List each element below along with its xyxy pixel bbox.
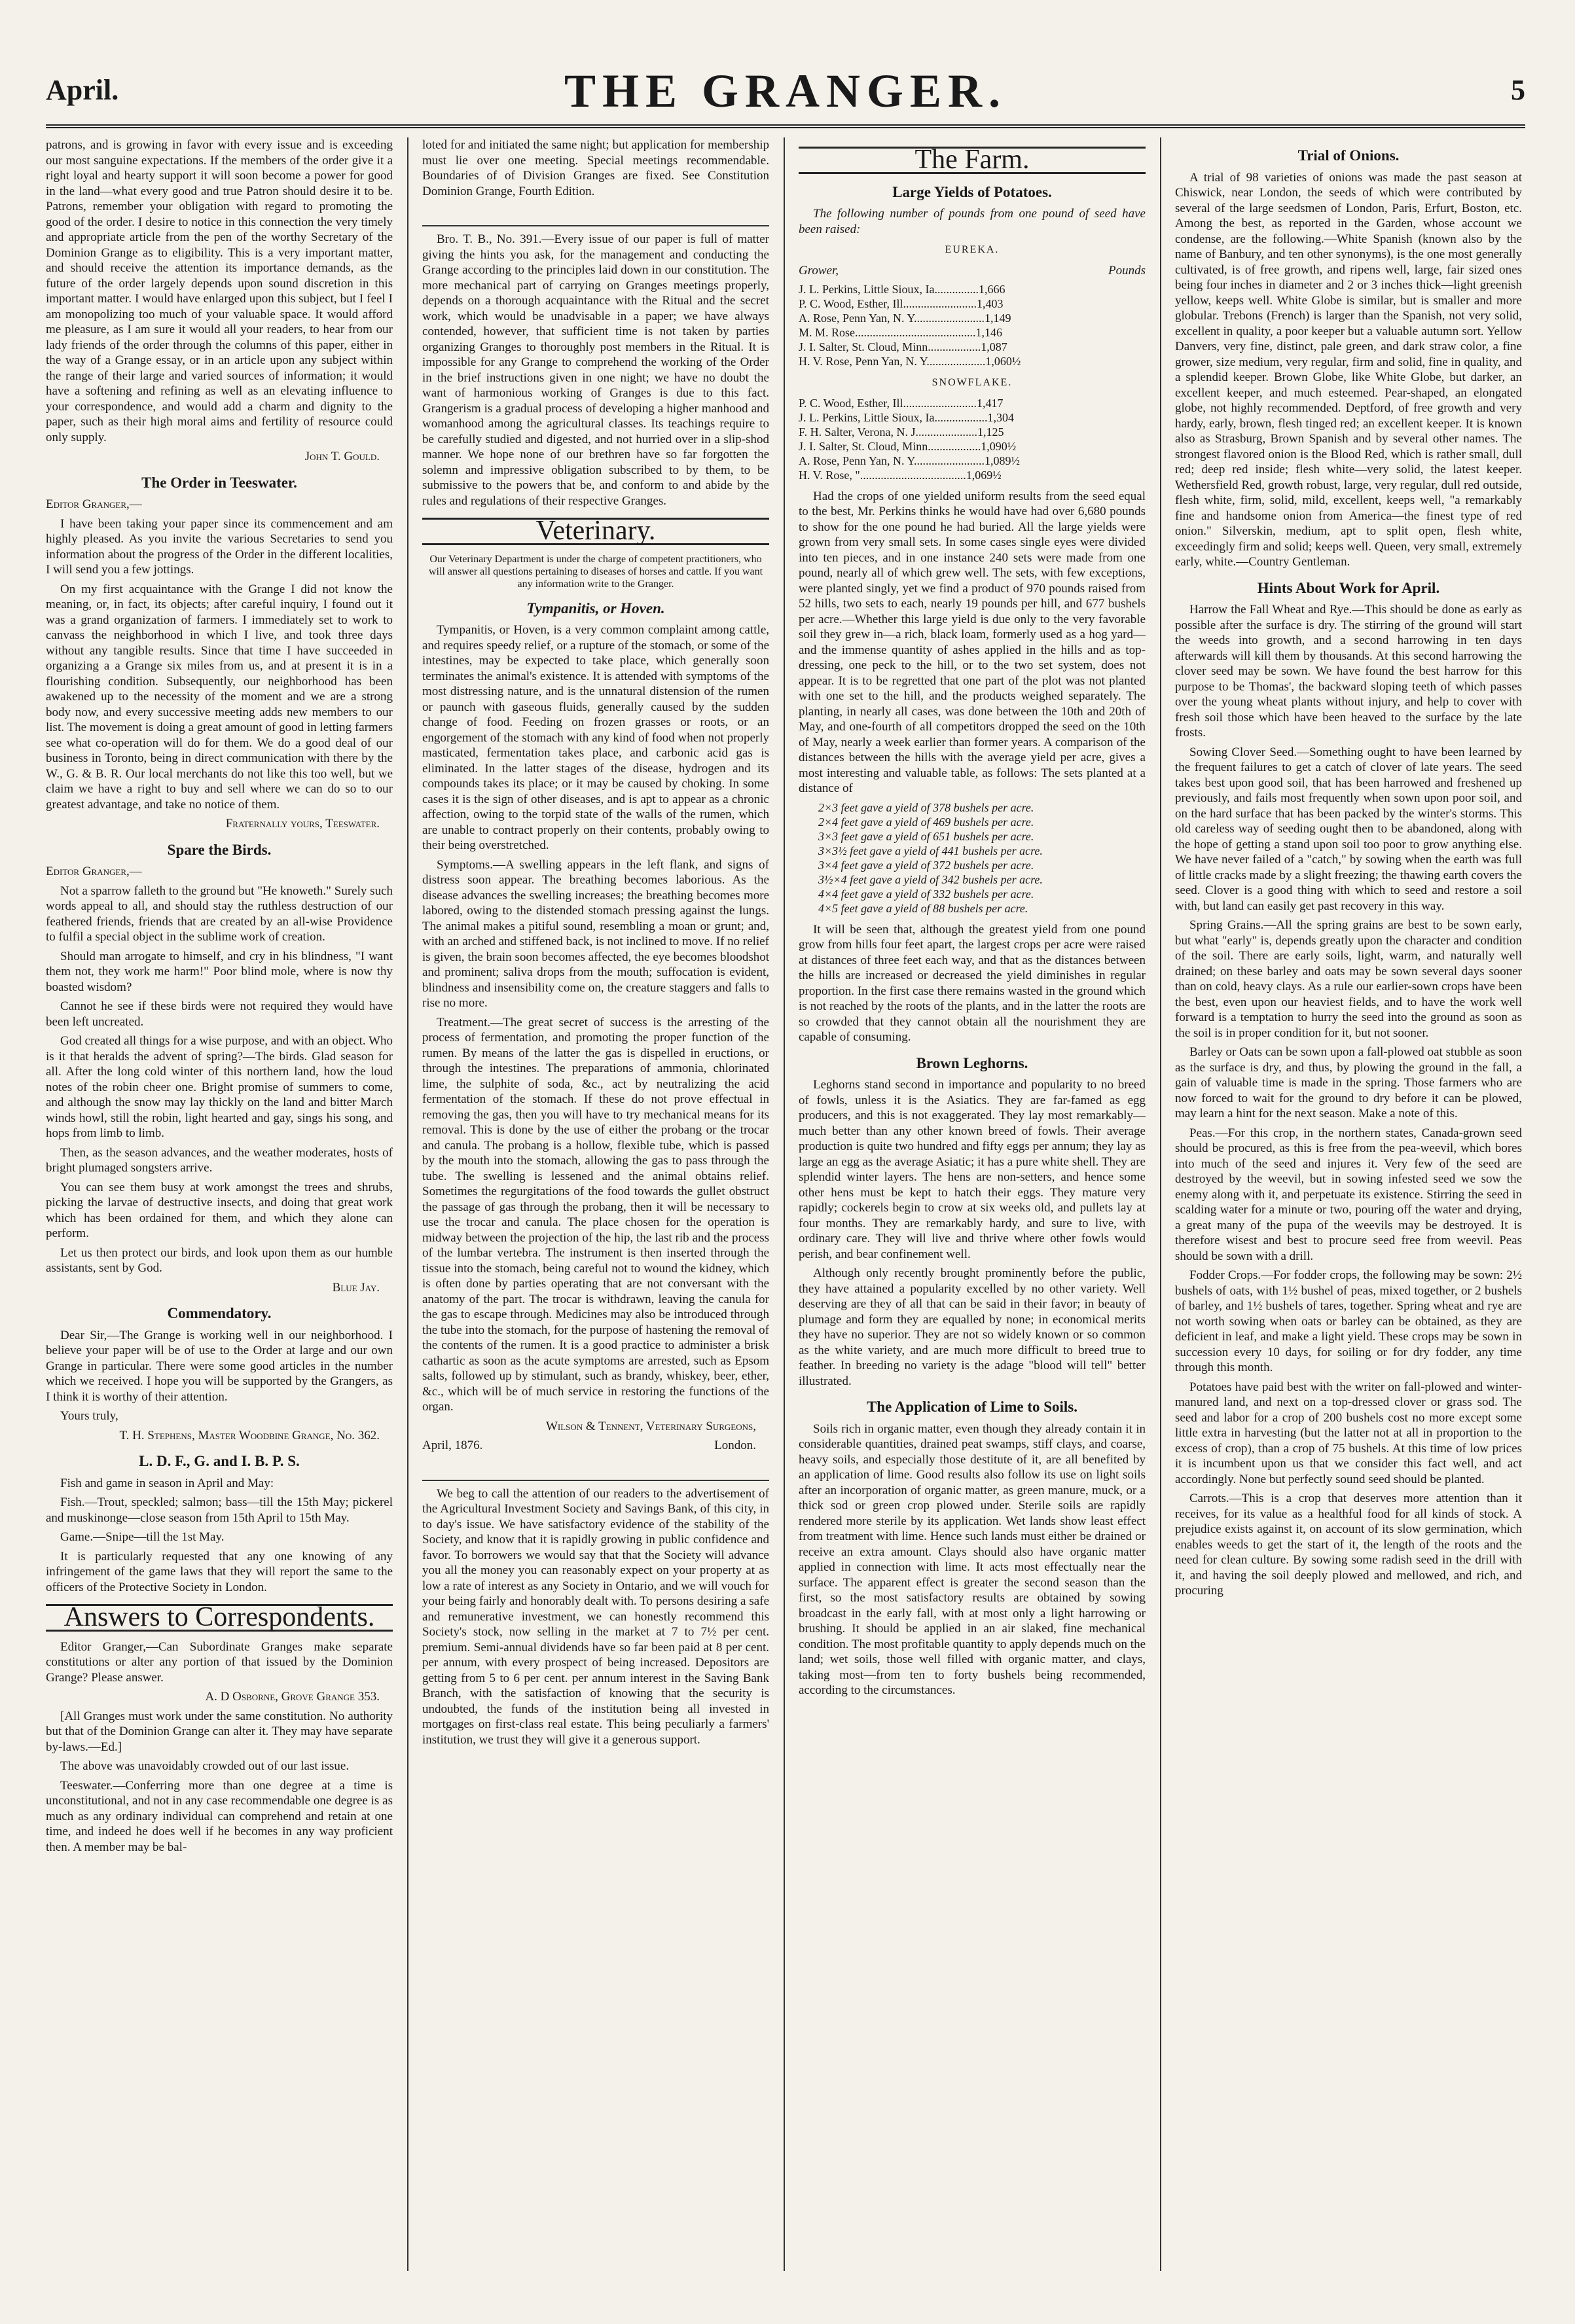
column-4 xyxy=(1175,137,1522,2271)
article-text: Yours truly, xyxy=(60,1409,118,1423)
table-label: EUREKA. xyxy=(945,244,1000,255)
list-item: 3×4 feet gave a yield of 372 bushels per acre. xyxy=(818,858,1034,872)
article-text: Barley or Oats can be sown upon a fall-plowed oat stubble as soon as the surface is dry, and thus, by plowing the ground in the fall, a gain of valuable time is made in the spring. Those farmers who are now forced to wait for the ground to dry before it can be plowed, may learn a hint for the next season. Make a note of this. xyxy=(1175,1045,1522,1120)
salutation: Editor Granger,— xyxy=(46,497,142,511)
list-item: J. L. Perkins, Little Sioux, Ia...............1,666 xyxy=(799,283,1005,296)
signature: John T. Gould. xyxy=(304,450,380,463)
article-heading: Hints About Work for April. xyxy=(1257,579,1440,596)
grower-header: Grower, xyxy=(799,263,839,277)
list-item: 2×4 feet gave a yield of 469 bushels per acre. xyxy=(818,815,1034,829)
table-label: SNOWFLAKE. xyxy=(932,377,1013,388)
signature: A. D Osborne, Grove Grange 353. xyxy=(205,1690,380,1704)
column-3 xyxy=(799,137,1146,2271)
column-1 xyxy=(46,137,393,2271)
article-text: Carrots.—This is a crop that deserves more attention than it receives, for its value as a healthful food for all kinds of stock. A prejudice exists against it, on account of its slow germination, which enables weeds to get the start of it, the length of the roots and the need for clean culture. By sowing some radish seed in the drill with it, and having the soil deeply plowed and mellowed, and rich, and procuring xyxy=(1175,1492,1522,1598)
article-heading: The Application of Lime to Soils. xyxy=(866,1399,1078,1415)
article-text: Soils rich in organic matter, even though they already contain it in considerable quantities, drained peat swamps, stiff clays, and coarse, heavy soils, and especially those destitute of it, are all benefited by an application of lime. Good results also follow its use on light soils after an incorporation of organic matter, as green manure, muck, or a thick sod or green crop plowed under. Sterile soils are rapidly rendered more sterile by its application. Wet lands show least effect from treatment with lime. Hence such lands must either be drained or receive an extra amount. Clays should also have organic matter applied in connection with lime. It acts most effectually near the surface. The apparent effect is greater the second season than the first, so the most satisfactory results are obtained by sowing broadcast in the early fall, with at most only a light harrowing or brushing. It should be applied in an air slaked, fine mechanical condition. The most profitable quantity to apply depends much on the land; wet soils, those well filled with organic matter, and clays, taking most—from ten to forty bushels being recommended, according to the circumstances. xyxy=(799,1421,1146,1697)
list-item: A. Rose, Penn Yan, N. Y........................1,149 xyxy=(799,312,1011,325)
article-heading: Spare the Birds. xyxy=(167,841,272,858)
article-text: patrons, and is growing in favor with every issue and is exceeding our most sanguine expectations. If the members of the order give it a right loyal and hearty support it will soon become a power for good in the land—what every good and true Patron should desire it to be. Patrons, remember your obligation with regard to promoting the good of the order. I desire to notice in this connection the very timely and appropriate article from the pen of the worthy Secretary of the Dominion Grange as to eligibility. This is a very important matter, and should receive the attention its importance demands, as the future of the order largely depends upon sound discretion in this important matter. I would have enlarged upon this subject, but I feel I am monopolizing too much of your valuable space. It would afford me pleasure, as I am sure it would all your readers, to hear from our lady friends of the order through the columns of this paper, either in the way of a Grange essay, or in an article upon any subject within the range of their large and varied sources of information; it would have a softening and refining as well as an elevating influence to your correspondence, and would add a charm and dignity to the paper, such as their high moral aims and fertility of resource could only supply. xyxy=(46,138,393,444)
article-text: It will be seen that, although the greatest yield from one pound grow from hills four feet apart, the largest crops per acre were raised at distances of three feet each way, and that as the distances between the hills are increased or decreased the yield diminishes in regular proportion. In the first case there remains wasted in the ground which is not reached by the roots of the plants, and in the latter the roots are so crowded that they cannot obtain all the nourishment they are capable of consuming. xyxy=(799,922,1146,1044)
department-note: Our Veterinary Department is under the charge of competent practitioners, who will answer all questions pertaining to diseases of horses and cattle. If you want any information write to the Granger. xyxy=(428,553,763,590)
list-item: A. Rose, Penn Yan, N. Y........................1,089½ xyxy=(799,454,1021,467)
article-text: Spring Grains.—All the spring grains are best to be sown early, but what "early" is, depends greatly upon the character and condition of the soil. There are early soils, light, warm, and naturally well drained; on these barley and oats may be sown several days sooner than on cold, heavy clays. As a rule our earlier-sown crops have been the best, even upon our heaviest fields, and to have the work well forward is a temptation to hurry the seed into the ground as soon as the soil is in proper condition for it, but not sooner. xyxy=(1175,918,1522,1040)
article-text: Sowing Clover Seed.—Something ought to have been learned by the frequent failures to get a catch of clover of late years. The seed takes best upon good soil, that has been harrowed and freshened up previously, and fails most frequently when sown upon poor soil, and on the hard surface that has been packed by the winter's storms. This old careless way of seeding ought then to be abandoned, along with the hope of getting a stand upon soil too poor to grow anything else. We have never failed of a "catch," by sowing when the earth was full of little cracks made by a slight freezing; the thawing earth covers the seed. Clover is a good thing with which to seed and restore a soil with, but land can easily get past recovery in this way. xyxy=(1175,745,1522,913)
article-heading: Brown Leghorns. xyxy=(916,1054,1028,1071)
column-2 xyxy=(422,137,769,2271)
masthead-title: THE GRANGER. xyxy=(564,65,1007,117)
scan-edge-bottom xyxy=(0,2265,1575,2324)
article-text: Game.—Snipe—till the 1st May. xyxy=(60,1530,225,1544)
column-rule xyxy=(407,137,408,2271)
list-item: 3×3½ feet gave a yield of 441 bushels per acre. xyxy=(818,844,1043,857)
article-text: Potatoes have paid best with the writer on fall-plowed and winter-manured land, and next on a top-dressed clover or grass sod. The seed and labor for a crop of 200 bushels cost no more except some little extra in harvesting (but the latter not at all in proportion to the excess of crop), than a crop of 75 bushels. At this time of low prices it is incumbent upon us that we consider this fact well, and act accordingly. None but perfectly sound seed should be planted. xyxy=(1175,1380,1522,1486)
salutation: Editor Granger,— xyxy=(46,865,142,878)
article-heading: Trial of Onions. xyxy=(1297,147,1400,164)
date: April, 1876. xyxy=(422,1439,483,1452)
signature: Wilson & Tennent, Veterinary Surgeons, xyxy=(545,1419,756,1433)
divider xyxy=(422,203,769,226)
list-item: P. C. Wood, Esther, Ill.........................1,417 xyxy=(799,396,1004,410)
article-text: A trial of 98 varieties of onions was made the past season at Chiswick, near London, the seeds of which were contributed by several of the large seedsmen of London, Paris, Erfurt, Boston, etc. Among the best, as reported in the Garden, whose account we condense, are the following.—White Spanish (known also by the name of Banbury, and ten other synonyms), is the one most generally cultivated, is of free growth, and ripens well, large, fair sized ones being four inches in diameter and 2 or 3 inches thick—light greenish yellow, keeps well. White Globe is similar, but is smaller and more globular. Trebons (French) is larger than the Spanish, not very solid, excellent in quality, a poor keeper but a valuable autumn sort. Yellow Danvers, very fine, distinct, pale green, and dark straw color, a fine grower, size medium, very regular, firm and solid, fine in quality, and a splendid keeper. Brown Globe, like White Globe, but darker, an excellent keeper, and much esteemed. Pear-shaped, an elongated globe, not highly recommended. Deptford, of free growth and very hardy, early, brown, flesh tinged red; an excellent keeper. It is known also as Strasburg, Brown Spanish and by several other names. The strongest flavored onion is the Blood Red, which is rather small, dull red; deep red inside; flesh white—very solid, the latest keeper. Wethersfield Red, growth robust, large, very regular, dull red outside, flesh white, firm, solid, mild, excellent, keeps well, "a remarkably fine and handsome onion from America—the finest type of red onion." Silverskin, medium, apt to split open, flesh white, exceedingly firm and solid; keeps well. Queen, very small, extremely early, white.—Country Gentleman. xyxy=(1175,170,1522,569)
column-rule xyxy=(1160,137,1161,2271)
list-item: J. I. Salter, St. Cloud, Minn..................1,090½ xyxy=(799,439,1017,453)
divider xyxy=(422,1457,769,1481)
list-item: H. V. Rose, "....................................1,069½ xyxy=(799,468,1002,482)
dateline xyxy=(422,1438,769,1454)
list-item: 3½×4 feet gave a yield of 342 bushels per acre. xyxy=(818,872,1043,886)
article-heading: Commendatory. xyxy=(167,1305,272,1321)
list-item: 3×3 feet gave a yield of 651 bushels per acre. xyxy=(818,829,1034,843)
article-text: Harrow the Fall Wheat and Rye.—This should be done as early as possible after the surface is dry. The stirring of the ground will start the weeds into growth, and a second harrowing in ten days afterwards will kill them by thousands. At this second harrowing the clover seed may be sown. We have found the best harrow for this purpose to be Thomas', the backward sloping teeth of which passes over the young wheat plants without injury, and help to cover with fresh soil those which have been heaved to the surface by the late frosts. xyxy=(1175,603,1522,740)
article-text: Leghorns stand second in importance and popularity to no breed of fowls, unless it is the Asiatics. They are far-famed as egg producers, and this is not exaggerated. They lay most remarkably—much better than any other known breed of fowls. Their average production is quite two hundred and fifty eggs per annum; they lay as large an egg as the average Asiatic; it has a pure white shell. They are splendid winter layers. The hens are non-setters, and hence some other hens must be kept to hatch their eggs. They mature very rapidly; cockerels begin to crow at six weeks old, and pullets lay at four months. They are remarkably hardy, and sure to live, with ordinary care. They will live and thrive where other fowls would perish, and bear confinement well. xyxy=(799,1078,1146,1261)
article-text: Editor Granger,—Can Subordinate Granges make separate constitutions or alter any portion of that issued by the Dominion Grange? Please answer. xyxy=(46,1639,393,1685)
article-text: Dear Sir,—The Grange is working well in our neighborhood. I believe your paper will be of use to the Order at large and our own Grange in particular. There were some good articles in the number which we received. I hope you will be supported by the Grangers, as I think it is worthy of their attention. xyxy=(46,1328,393,1404)
signature: T. H. Stephens, Master Woodbine Grange, No. 362. xyxy=(119,1428,380,1442)
table-header xyxy=(799,263,1146,279)
article-text: Not a sparrow falleth to the ground but "He knoweth." Surely such words appeal to all, and should stay the ruthless destruction of our feathered friends, friends that are created by an all-wise Providence to fulfil a special object in the sublime work of creation. xyxy=(46,884,393,944)
masthead-month: April. xyxy=(46,74,119,106)
article-heading: Tympanitis, or Hoven. xyxy=(526,599,665,617)
article-text: Had the crops of one yielded uniform results from the seed equal to the best, Mr. Perkins thinks he would have had over 6,680 pounds to show for the one pound he had buried. All the large yields were grown from very small sets. In some cases single eyes were divided into ten pieces, and in one instance 240 sets were made from one pound, nearly all of which grew well. The sets, with few exceptions, were planted singly, yet we find a product of 970 pounds raised from 52 hills, two sets to each, nearly 19 pounds per hill, and 677 bushels per acre.—Whether this large yield is due only to the very favorable soil they grew in—a rich, black loam, formerly used as a hog yard—and the immense quantity of ashes applied in the hills and as top-dressing, one peck to the hill, or to the two set system, does not appear. It is to be regretted that one part of the plot was not planted with one set to the hill, and the products weighed separately. The planting, in nearly all cases, was done between the 10th and 20th of May, and one-fourth of all competitors dropped the seed on the 10th of May, nearly a week earlier than former years. A comparison of the distances between the hills with the average yield per acre, gives a most interesting and valuable table, as follows: The sets planted at a distance of xyxy=(799,489,1146,795)
article-text: On my first acquaintance with the Grange I did not know the meaning, or, in fact, its objects; after careful inquiry, I found out it was a grand organization of farmers. I immediately set to work to canvass the neighborhood in which I live, and took three days without any tangible results. Since that time I have succeeded in organizing a a Grange six miles from us, and at present it is in a flourishing condition. Subsequently, our neighborhood has been awakened up to the necessity of the moment and we are a strong body now, and every successive meeting adds new members to our list. The movement is doing a great amount of good in letting farmers see what co-operation will do for them. We do a good deal of our business in Toronto, being in direct communication with there by the W., G. & B. R. Our local merchants do not like this too well, but we claim we have a right to buy and sell where we can do so to our greatest advantage, and take no notice of them. xyxy=(46,582,393,812)
article-text: You can see them busy at work amongst the trees and shrubs, picking the larvae of destructive insects, and doing that great work which has been ordained for them, and which they alone can perform. xyxy=(46,1180,393,1240)
article-heading: L. D. F., G. and I. B. P. S. xyxy=(139,1453,300,1469)
article-text: Cannot he see if these birds were not required they would have been left uncreated. xyxy=(46,999,393,1029)
columns xyxy=(46,137,1525,2271)
article-text: Then, as the season advances, and the weather moderates, hosts of bright plumaged songsters arrive. xyxy=(46,1145,393,1175)
article-text: Fish.—Trout, speckled; salmon; bass—till the 15th May; pickerel and muskinonge—close season from 15th April to 15th May. xyxy=(46,1495,393,1525)
list-item: M. M. Rose.........................................1,146 xyxy=(799,326,1003,339)
article-text: Let us then protect our birds, and look upon them as our humble assistants, sent by God. xyxy=(46,1245,393,1275)
section-heading: Veterinary. xyxy=(422,518,769,545)
article-text: I have been taking your paper since its commencement and am highly pleased. As you invite the various Secretaries to send you information about the progress of the Order in the different localities, I will send you a few jottings. xyxy=(46,516,393,577)
article-text: It is particularly requested that any one knowing of any infringement of the game laws that they will report the same to the officers of the Protective Society in London. xyxy=(46,1549,393,1594)
signature: Fraternally yours, Teeswater. xyxy=(225,817,380,831)
section-heading: The Farm. xyxy=(799,147,1146,174)
article-text: Fish and game in season in April and May: xyxy=(60,1476,274,1490)
article-text: The above was unavoidably crowded out of our last issue. xyxy=(60,1759,350,1773)
article-heading: Large Yields of Potatoes. xyxy=(892,183,1052,200)
list-item: J. L. Perkins, Little Sioux, Ia..................1,304 xyxy=(799,410,1014,424)
list-item: 4×5 feet gave a yield of 88 bushels per acre. xyxy=(818,901,1028,915)
list-item: P. C. Wood, Esther, Ill.........................1,403 xyxy=(799,297,1004,310)
yield-list xyxy=(799,800,1146,916)
list-item: 4×4 feet gave a yield of 332 bushels per acre. xyxy=(818,887,1034,901)
section-heading: Answers to Correspondents. xyxy=(46,1604,393,1632)
article-text: We beg to call the attention of our readers to the advertisement of the Agricultural Investment Society and Savings Bank, of this city, in to day's issue. We have satisfactory evidence of the stability of the Society, and know that it is rapidly growing in public confidence and favor. To borrowers we would say that that the Society will advance you all the money you can reasonably expect on your property at as low a rate of interest as any Society in Ontario, and we will vouch for your being fairly and honorably dealt with. To persons desiring a safe and remunerative investment, we can honestly recommend this Society's stock, now selling in the market at 7 to 7½ per cent. premium. Semi-annual dividends have so far been paid at 8 per cent. per annum, with every prospect of being increased. Depositors are getting from 5 to 6 per cent. per annum interest in the Saving Bank Branch, with the satisfaction of knowing that the security is undoubted, the funds of the institution being all invested in mortgages on first-class real estate. This being peculiarly a farmers' institution, we trust they will give it a generous support. xyxy=(422,1486,769,1747)
pounds-header: Pounds xyxy=(1108,263,1146,277)
snowflake-list xyxy=(799,396,1146,482)
column-rule xyxy=(784,137,785,2271)
list-item: H. V. Rose, Penn Yan, N. Y....................1,060½ xyxy=(799,355,1021,368)
article-text: Symptoms.—A swelling appears in the left flank, and signs of distress soon appear. The breathing becomes laborious. As the disease advances the swelling increases; the breathing becomes more labored, owing to the distended stomach pressing against the lungs. The animal makes a pitiful sound, resembling a moan or grunt; and, with an arched and stiffened back, is not inclined to move. If no relief is given, the brain soon becomes affected, the eye becomes bloodshot and prominent; saliva drops from the mouth; suffocation is evident, blindness and insensibility come on, the creature staggers and falls to rise no more. xyxy=(422,857,769,1010)
place: London. xyxy=(714,1439,756,1452)
article-text: [All Granges must work under the same constitution. No authority but that of the Dominion Grange can alter it. They may have separate by-laws.—Ed.] xyxy=(46,1709,393,1754)
article-text: God created all things for a wise purpose, and with an object. Who is it that heralds the advent of spring?—The birds. Glad season for all. After the long cold winter of this northern land, how the loud notes of the robin cheer one. Bright promise of summers to come, and although the snow may lay thickly on the land and bitter March winds howl, still the robin, light hearted and gay, sings his song, and hops from limb to limb. xyxy=(46,1034,393,1140)
article-text: Tympanitis, or Hoven, is a very common complaint among cattle, and requires speedy relief, or a rupture of the stomach, or some of the intestines, may be expected to take place, which generally soon terminates the animal's existence. It is attended with symptoms of the most distressing nature, and is the unnatural distension of the rumen or paunch with gaseous fluids, generally caused by the sudden change of food. Feeding on frozen grasses or roots, or an engorgement of the stomach with any kind of food when not properly masticated, fermentation takes place, and carbonic acid gas is eliminated. In the latter stages of the disease, hydrogen and its compounds takes its place; or it may be caused by choking. In some cases it is the sign of other diseases, and is apt to appear as a chronic affection, owing to the torpid state of the walls of the rumen, which are unable to contract properly on their contents, probably owing to their being overstretched. xyxy=(422,623,769,852)
newspaper-page xyxy=(46,59,1525,2271)
article-text: Should man arrogate to himself, and cry in his blindness, "I want them not, they work me harm!" Poor blind mole, where is now thy boasted wisdom? xyxy=(46,949,393,994)
eureka-list xyxy=(799,282,1146,368)
article-text: Bro. T. B., No. 391.—Every issue of our paper is full of matter giving the hints you ask, for the management and conducting the Grange according to the principles laid down in our constitution. The more mechanical part of carrying on Granges meetings properly, depends on a thorough acquaintance with the Ritual and the secret work, which would be unadvisable in a paper; we have always contended, however, that sufficient time is not taken by parties organizing Granges to thoroughly post members in the Ritual. It is impossible for any Grange to comprehend the working of the Order in the brief instructions given in one night; we have no doubt the want of harmonious working of Granges is due to this fact. Grangerism is a gradual process of developing a higher manhood and womanhood among the agricultural classes. Its teachings require to be carefully studied and digested, and not hurried over in a slip-shod manner. We hope none of our brethren have so far forgotten the solemn and impressive obligation subscribed to by them, to be submissive to the powers that be, and conform to and abide by the rules and regulations of their respective Granges. xyxy=(422,232,769,508)
list-item: 2×3 feet gave a yield of 378 bushels per acre. xyxy=(818,800,1034,814)
signature: Blue Jay. xyxy=(332,1280,380,1295)
article-text: Peas.—For this crop, in the northern states, Canada-grown seed should be procured, as this is free from the pea-weevil, which bores into much of the seed and injures it. Very few of the seed are destroyed by the weevil, but in sowing infested seed we sow the enemy along with it, and perpetuate its existence. Stirring the seed in scalding water for a minute or two, pouring off the water and drying, a great many of the pupa of the weevils may be destroyed. It is therefore wisest and best to procure seed free from weevil. Peas should be sown with a drill. xyxy=(1175,1126,1522,1263)
scan-edge-top xyxy=(0,0,1575,39)
article-text: The following number of pounds from one pound of seed have been raised: xyxy=(799,207,1146,236)
article-text: Although only recently brought prominently before the public, they have attained a popularity excelled by no other variety. Well deserving are they of all that can be said in their favor; in beauty of plumage and form they are equalled by none; in economical merits they have no superior. They are not so widely known or so common as the white variety, and are much more difficult to breed true to feather. In breeding no variety is the adage "blood will tell" better illustrated. xyxy=(799,1266,1146,1388)
article-heading: The Order in Teeswater. xyxy=(141,474,297,491)
masthead xyxy=(46,59,1525,128)
page-number: 5 xyxy=(1511,74,1525,106)
article-text: Teeswater.—Conferring more than one degree at a time is unconstitutional, and not in any case recommendable one degree is as much as any ordinary individual can comprehend and retain at one time, and indeed he does well if he becomes in any way proficient then. A member may be bal- xyxy=(46,1778,393,1854)
list-item: F. H. Salter, Verona, N. J.....................1,125 xyxy=(799,425,1004,438)
article-text: loted for and initiated the same night; but application for membership must lie over one meeting. Special meetings recommendable. Boundaries of of Division Granges are fixed. See Constitution Dominion Grange, Fourth Edition. xyxy=(422,138,769,198)
article-text: Fodder Crops.—For fodder crops, the following may be sown: 2½ bushels of oats, with 1½ bushel of peas, mixed together, or 2 bushels of barley, and 1½ bushels of tares, together. Spring wheat and rye are not worth sowing when oats or barley can be obtained, as they are deficient in leaf, and make a light yield. These crops may be sown in succession every 10 days, for soiling or for dry fodder, any time through this month. xyxy=(1175,1268,1522,1374)
list-item: J. I. Salter, St. Cloud, Minn..................1,087 xyxy=(799,340,1007,353)
article-text: Treatment.—The great secret of success is the arresting of the process of fermentation, and promoting the proper function of the rumen. By means of the latter the gas is dispelled in eructions, or through the intestines. The preparations of ammonia, chlorinated lime, the sulphite of soda, &c., act by neutralizing the acid fermentation of the stomach. If these do not prove effectual in removing the gas, then you will have to try mechanical means for its removal. This is done by the use of either the probang or the trocar and canula. The probang is a hollow, flexible tube, which is passed by the mouth into the stomach, allowing the gas to pass through the tube. The swelling is lessened and the animal obtains relief. Sometimes the regurgitations of the food towards the gullet obstruct the passage of gas through the probang, then it will be necessary to use the trocar and canula. The place chosen for the operation is midway between the projection of the hip, the last rib and the process of the lumbar vertebra. The instrument is then inserted through the tissue into the stomach, being careful not to wound the kidney, which is often done by parties operating that are not conversant with the anatomy of the part. The trocar is withdrawn, leaving the canula for the gas to escape through. Medicines may also be introduced through the tube into the stomach, for the purpose of hastening the removal of the contents of the rumen. It is a good practice to administer a brisk cathartic as soon as the acute symptoms are arrested, such as Epsom salts, followed up by stimulant, such as brandy, whiskey, beer, ether, &c., which will be of much service in restoring the functions of the organ. xyxy=(422,1015,769,1414)
